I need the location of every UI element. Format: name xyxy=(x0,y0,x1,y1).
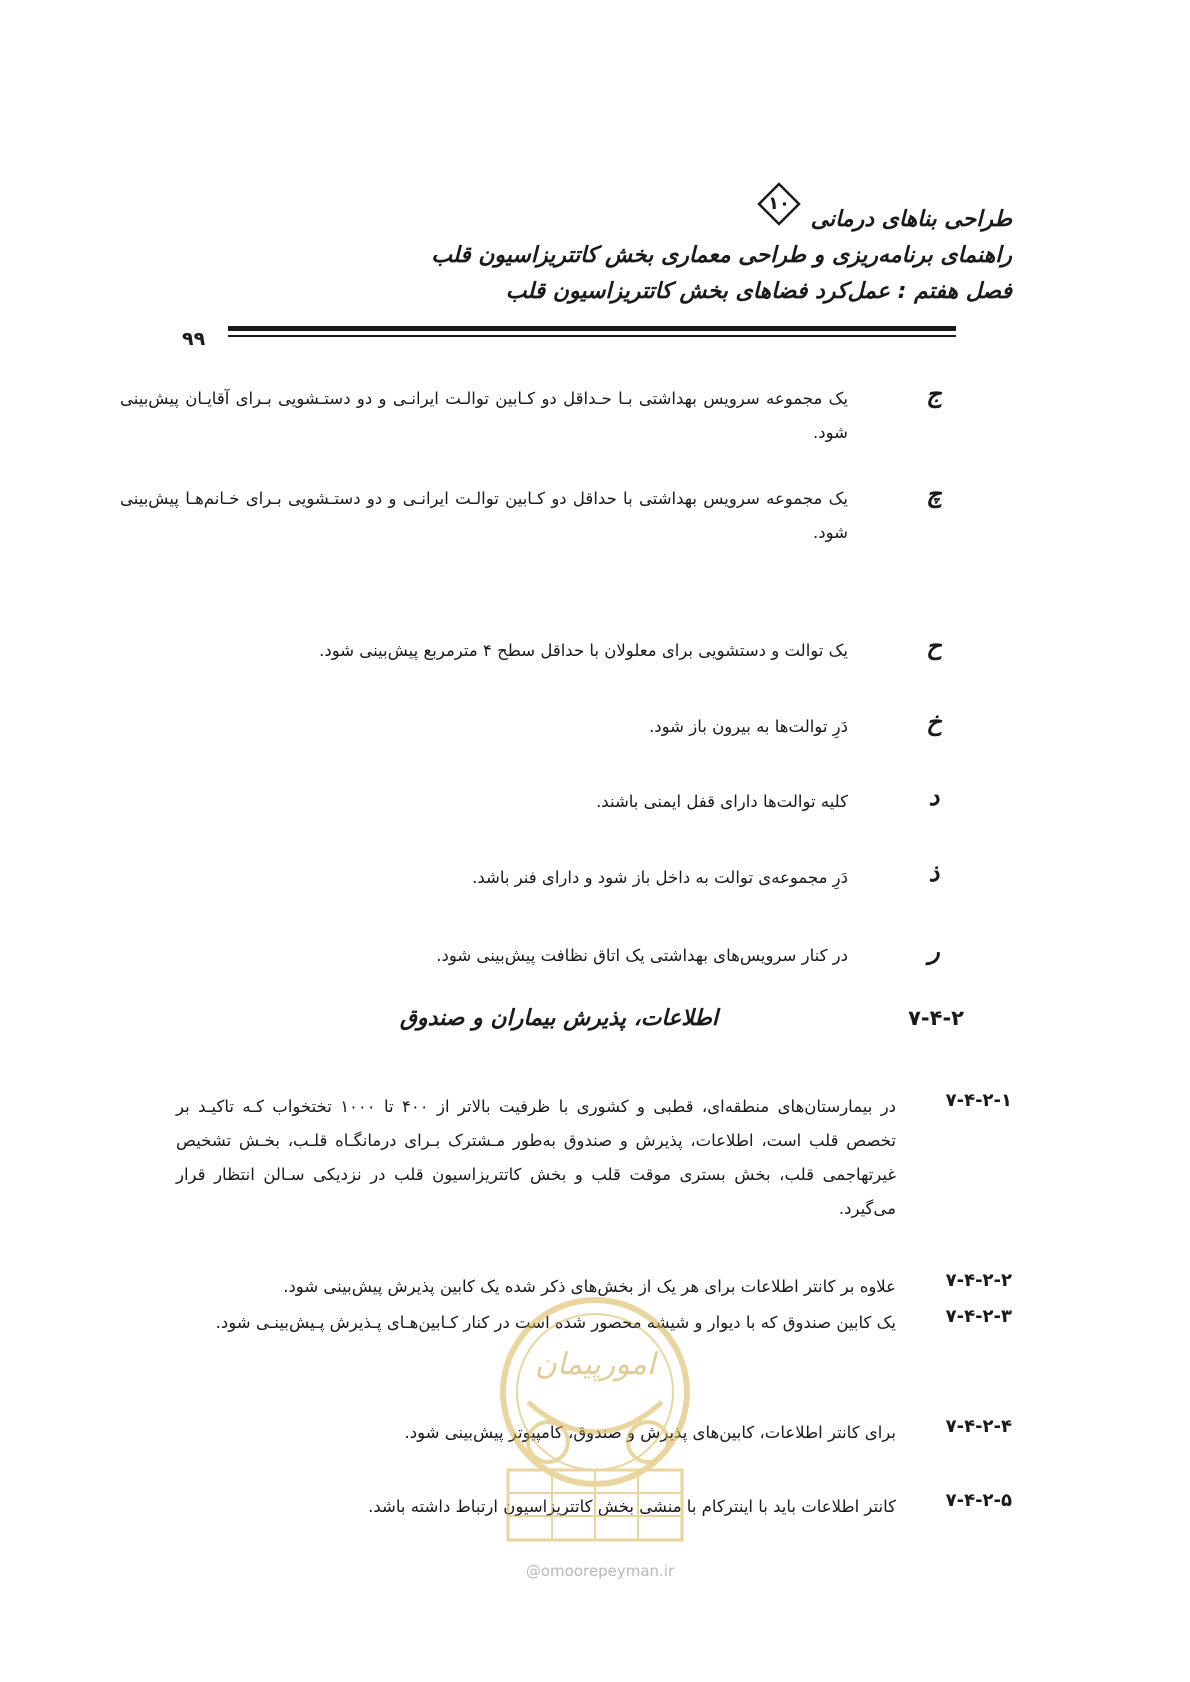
list-item-text: دَرِ مجموعه‌ی توالت به داخل باز شود و دارای فنر باشد. xyxy=(472,868,848,887)
paragraph-number: ۷-۴-۲-۵ xyxy=(945,1490,1012,1511)
list-marker: ج xyxy=(926,380,942,408)
section-number: ۷-۴-۲ xyxy=(908,1006,964,1030)
paragraph-text: کانتر اطلاعات باید با اینترکام با منشی بخش کاتتریزاسیون ارتباط داشته باشد. xyxy=(368,1497,896,1516)
list-marker: چ xyxy=(926,480,942,508)
list-marker: خ xyxy=(926,708,942,736)
chapter-title: فصل هفتم : عمل‌کرد فضاهای بخش کاتتریزاسیون قلب xyxy=(505,279,1012,304)
list-item-text: دَرِ توالت‌ها به بیرون باز شود. xyxy=(649,717,848,736)
series-number: ۱۰ xyxy=(767,193,790,214)
paragraph-text: برای کانتر اطلاعات، کابین‌های پذیرش و صندوق، کامپیوتر پیش‌بینی شود. xyxy=(404,1423,896,1442)
list-item-text: در کنار سرویس‌های بهداشتی یک اتاق نظافت پیش‌بینی شود. xyxy=(436,946,848,965)
series-title: طراحی بناهای درمانی xyxy=(810,207,1012,232)
list-marker: د xyxy=(928,783,940,811)
watermark-url-text: omoorepeyman.ir xyxy=(540,1562,675,1580)
paragraph-text: یک کابین صندوق که با دیوار و شیشه محصور شده است در کنار کـابین‌هـای پـذیرش پـیش‌بینـی شود. xyxy=(215,1313,896,1332)
paragraph-text: در بیمارستان‌های منطقه‌ای، قطبی و کشوری با ظرفیت بالاتر از ۴۰۰ تا ۱۰۰۰ تختخواب کـه تاکیـد بر تخصص قلب است، اطلاعات، پذیرش و صندوق به‌طور مـشترک بـرای درمانگـاه قلـب، بخـش تشخیص غیرتهاجمی قلب، بخش بستری موقت قلب و بخش کاتتریزاسیون قلب در نزدیکی سـالن انتظار قرار می‌گیرد. xyxy=(176,1097,897,1218)
list-marker: ر xyxy=(928,937,940,965)
series-number-badge xyxy=(757,182,801,226)
list-item-text: کلیه توالت‌ها دارای قفل ایمنی باشند. xyxy=(596,792,848,811)
watermark-url xyxy=(500,1562,700,1580)
at-icon: @ xyxy=(525,1562,541,1580)
series-title-row xyxy=(152,182,1012,238)
section-heading xyxy=(132,1006,1012,1046)
paragraph-number: ۷-۴-۲-۴ xyxy=(945,1416,1012,1437)
header-rule-thin xyxy=(228,335,956,337)
watermark-logo xyxy=(488,1292,702,1552)
paragraph-number: ۷-۴-۲-۱ xyxy=(945,1090,1012,1111)
paragraph-number: ۷-۴-۲-۳ xyxy=(945,1306,1012,1327)
book-title: راهنمای برنامه‌ریزی و طراحی معماری بخش کاتتریزاسیون قلب xyxy=(431,243,1012,268)
paragraph-number: ۷-۴-۲-۲ xyxy=(945,1270,1012,1291)
list-item-text: یک مجموعه سرویس بهداشتی با حداقل دو کـابین توالـت ایرانـی و دو دستـشویی بـرای خـانم‌هـا پیش‌بینی شود. xyxy=(120,489,848,542)
watermark-logo-text: امورپیمان xyxy=(534,1347,656,1382)
list-marker: ذ xyxy=(928,859,940,887)
list-item-text: یک مجموعه سرویس بهداشتی بـا حـداقل دو کـابین توالـت ایرانـی و دو دستـشویی بـرای آقایـان پیش‌بینی شود. xyxy=(120,389,848,442)
page-number: ۹۹ xyxy=(182,328,206,350)
page-header xyxy=(152,182,1012,310)
list-item-text: یک توالت و دستشویی برای معلولان با حداقل سطح ۴ مترمربع پیش‌بینی شود. xyxy=(319,641,848,660)
header-rule-thick xyxy=(228,326,956,331)
paragraph-text: علاوه بر کانتر اطلاعات برای هر یک از بخش‌های ذکر شده یک کابین پذیرش پیش‌بینی شود. xyxy=(283,1277,896,1296)
section-title: اطلاعات، پذیرش بیماران و صندوق xyxy=(399,1006,718,1031)
list-marker: ح xyxy=(926,632,942,660)
